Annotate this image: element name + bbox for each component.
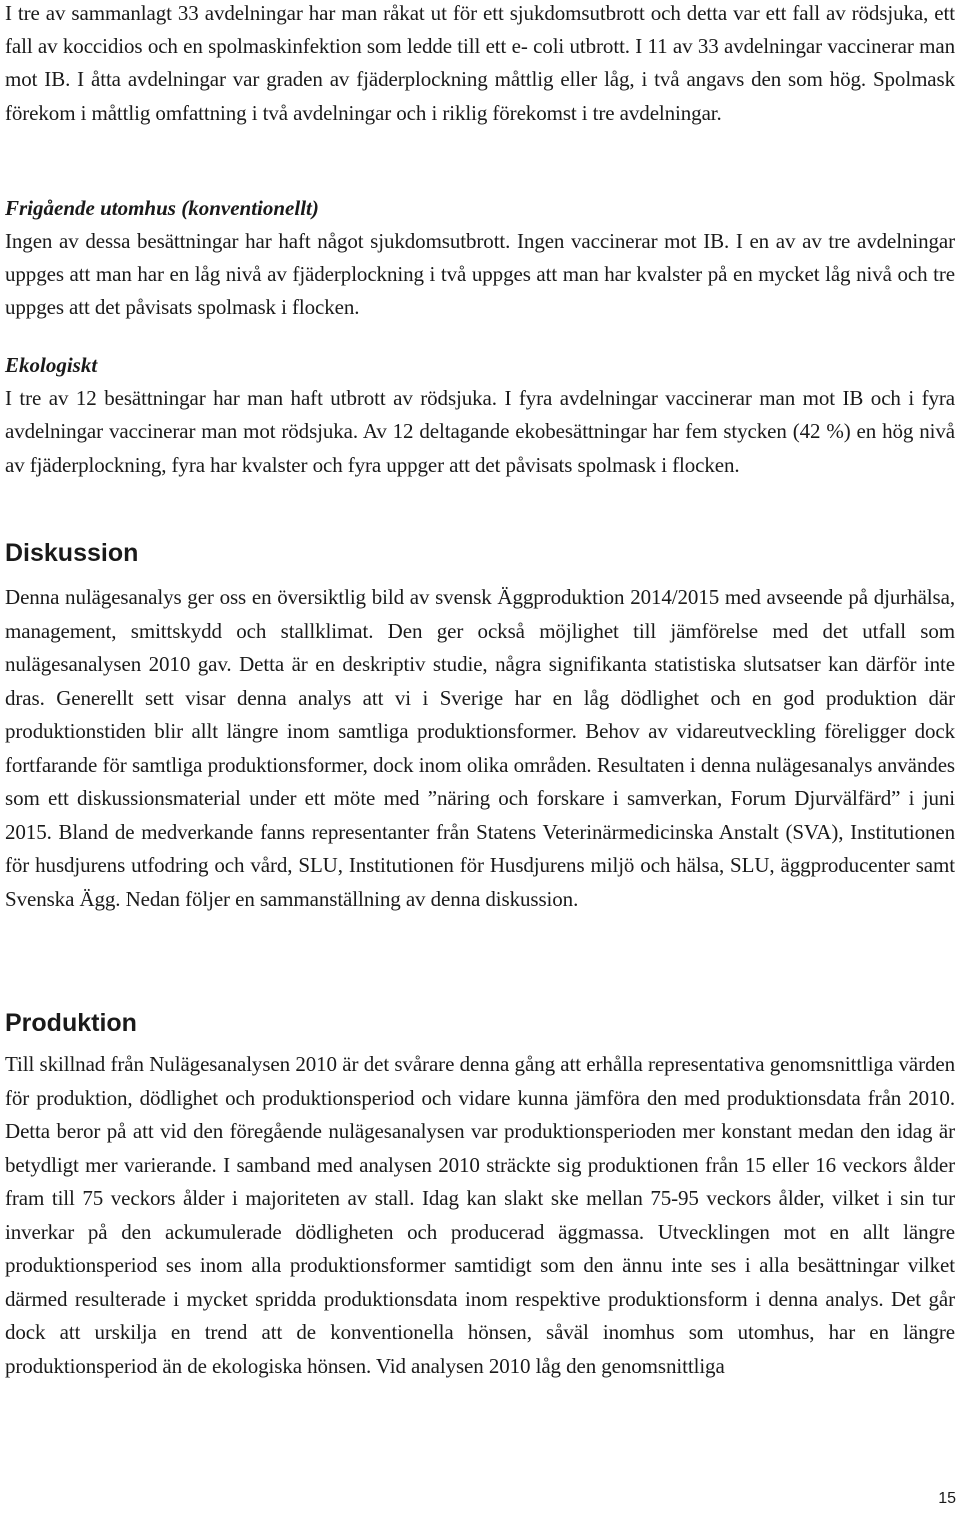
produktion-heading: Produktion xyxy=(5,1009,137,1037)
ekologiskt-section xyxy=(5,349,955,482)
intro-paragraph: I tre av sammanlagt 33 avdelningar har man råkat ut för ett sjukdomsutbrott och detta var ett fall av rödsjuka, ett fall av koccidios och en spolmaskinfektion som ledde till ett e- coli utbrott. I 11 av 33 avdelningar vaccinerar man mot IB. I åtta avdelningar var graden av fjäderplockning måttlig eller låg, i två angavs den som hög. Spolmask förekom i måttlig omfattning i två avdelningar och i riklig förekomst i tre avdelningar. xyxy=(5,1,955,125)
diskussion-heading: Diskussion xyxy=(5,539,139,567)
intro-section xyxy=(5,0,955,130)
produktion-paragraph: Till skillnad från Nulägesanalysen 2010 är det svårare denna gång att erhålla representativa genomsnittliga värden för produktion, dödlighet och produktionsperiod och vidare kunna jämföra den med produktionsdata från 2010. Detta beror på att vid den föregående nulägesanalysen var produktionsperioden mer konstant medan den idag är betydligt mer varierande. I samband med analysen 2010 sträckte sig produktionen från 15 eller 16 veckors ålder fram till 75 veckors ålder i majoriteten av stall. Idag kan slakt ske mellan 75-95 veckors ålder, vilket i sin tur inverkar på den ackumulerade dödligheten och producerad äggmassa. Utvecklingen mot en allt längre produktionsperiod ses inom alla produktionsformer samtidigt som den ännu inte ses i alla besättningar vilket därmed resulterade i mycket spridda produktionsdata inom respektive produktionsform i denna analys. Det går dock att urskilja en trend att de konventionella hönsen, såväl inomhus som utomhus, har en längre produktionsperiod än de ekologiska hönsen. Vid analysen 2010 låg den genomsnittliga xyxy=(5,1052,955,1378)
ekologiskt-paragraph: I tre av 12 besättningar har man haft utbrott av rödsjuka. I fyra avdelningar vaccinerar man mot IB och i fyra avdelningar vaccinerar man mot rödsjuka. Av 12 deltagande ekobesättningar har fem stycken (42 %) en hög nivå av fjäderplockning, fyra har kvalster och fyra uppger att det påvisats spolmask i flocken. xyxy=(5,386,955,477)
diskussion-paragraph: Denna nulägesanalys ger oss en översiktlig bild av svensk Äggproduktion 2014/2015 med avseende på djurhälsa, management, smittskydd och stallklimat. Den ger också möjlighet till jämförelse med det utfall som nulägesanalysen 2010 gav. Detta är en deskriptiv studie, några signifikanta statistiska slutsatser kan därför inte dras. Generellt sett visar denna analys att vi i Sverige har en låg dödlighet och en god produktion där produktionstiden blir allt längre inom samtliga produktionsformer. Behov av vidareutveckling föreligger dock fortfarande för samtliga produktionsformer, dock inom olika områden. Resultaten i denna nulägesanalys användes som ett diskussionsmaterial under ett möte med ”näring och forskare i samverkan, Forum Djurvälfärd” i juni 2015. Bland de medverkande fanns representanter från Statens Veterinärmedicinska Anstalt (SVA), Institutionen för husdjurens utfodring och vård, SLU, Institutionen för Husdjurens miljö och hälsa, SLU, äggproducenter samt Svenska Ägg. Nedan följer en sammanställning av denna diskussion. xyxy=(5,585,955,911)
frigaende-paragraph: Ingen av dessa besättningar har haft något sjukdomsutbrott. Ingen vaccinerar mot IB. I en av av tre avdelningar uppges att man har en låg nivå av fjäderplockning i två uppges att man har kvalster på en mycket låg nivå och tre uppges att det påvisats spolmask i flocken. xyxy=(5,229,955,320)
produktion-section xyxy=(5,1008,955,1383)
frigaende-subheading: Frigående utomhus (konventionellt) xyxy=(5,196,319,220)
frigaende-section xyxy=(5,192,955,325)
diskussion-section xyxy=(5,538,955,916)
ekologiskt-subheading: Ekologiskt xyxy=(5,353,98,377)
page-number: 15 xyxy=(938,1490,956,1507)
